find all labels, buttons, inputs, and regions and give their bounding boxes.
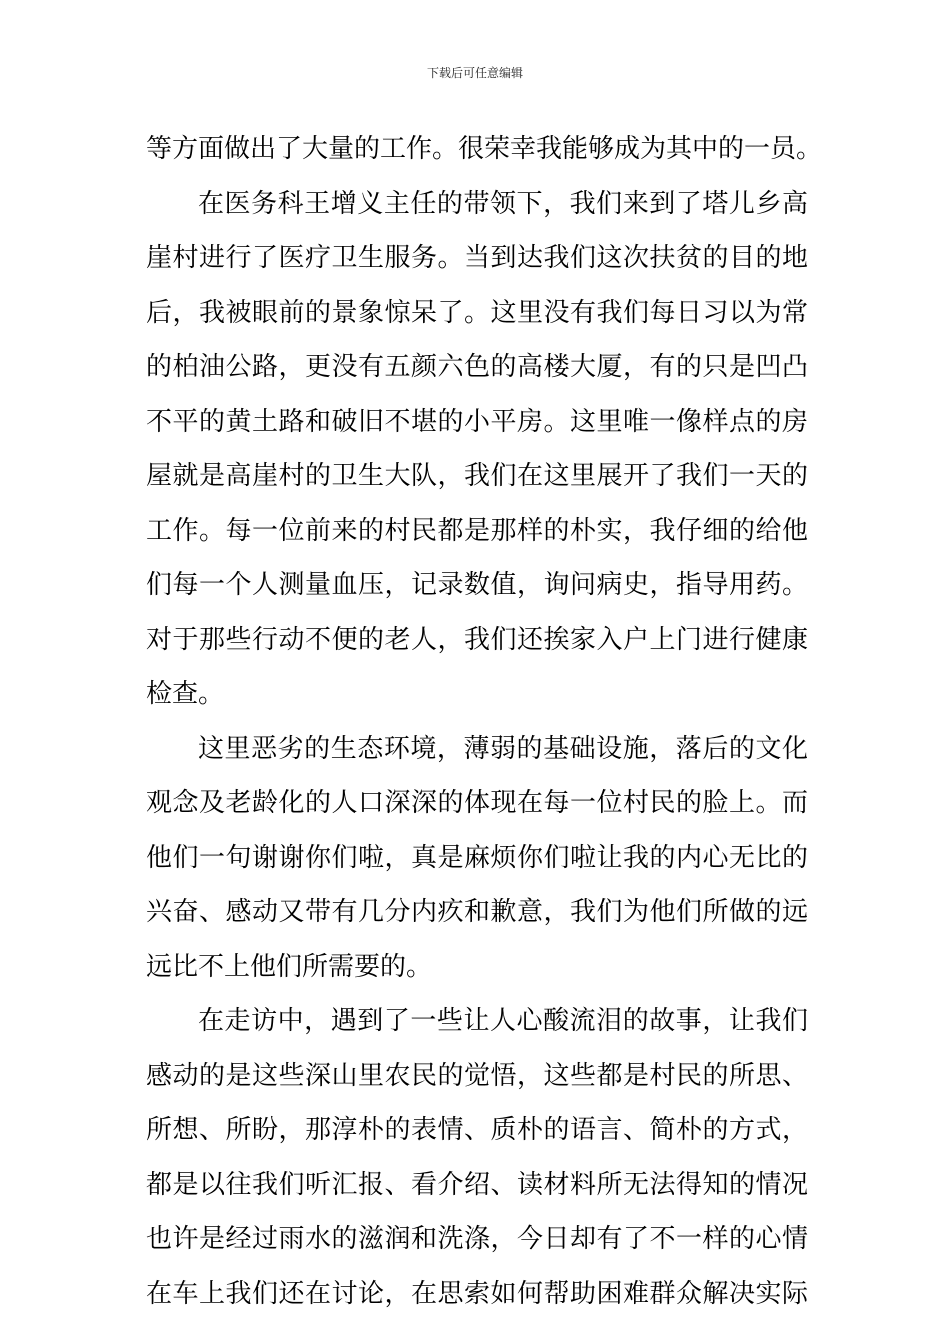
text-line: 在走访中，遇到了一些让人心酸流泪的故事，让我们 xyxy=(198,1006,808,1036)
text-line: 兴奋、感动又带有几分内疚和歉意，我们为他们所做的远 xyxy=(146,897,808,927)
text-line: 也许是经过雨水的滋润和洗涤，今日却有了不一样的心情 xyxy=(146,1224,808,1254)
text-line: 观念及老龄化的人口深深的体现在每一位村民的脸上。而 xyxy=(146,788,808,818)
text-line: 们每一个人测量血压，记录数值，询问病史，指导用药。 xyxy=(146,570,808,600)
text-line: 的柏油公路，更没有五颜六色的高楼大厦，有的只是凹凸 xyxy=(146,352,808,382)
text-line: 所想、所盼，那淳朴的表情、质朴的语言、简朴的方式， xyxy=(146,1115,808,1145)
text-line: 工作。每一位前来的村民都是那样的朴实，我仔细的给他 xyxy=(146,515,808,546)
text-line: 他们一句谢谢你们啦，真是麻烦你们啦让我的内心无比的 xyxy=(146,842,808,873)
text-line: 对于那些行动不便的老人，我们还挨家入户上门进行健康 xyxy=(146,624,808,655)
text-line: 远比不上他们所需要的。 xyxy=(146,951,433,982)
text-line: 屋就是高崖村的卫生大队，我们在这里展开了我们一天的 xyxy=(146,461,808,491)
text-line: 感动的是这些深山里农民的觉悟，这些都是村民的所思、 xyxy=(146,1060,808,1091)
text-line: 检查。 xyxy=(146,679,225,709)
text-line: 等方面做出了大量的工作。很荣幸我能够成为其中的一员。 xyxy=(146,134,823,164)
text-line: 崖村进行了医疗卫生服务。当到达我们这次扶贫的目的地 xyxy=(146,243,808,273)
text-line: 这里恶劣的生态环境，薄弱的基础设施，落后的文化 xyxy=(198,733,808,764)
text-line: 在医务科王增义主任的带领下，我们来到了塔儿乡高 xyxy=(198,188,808,219)
text-line: 后，我被眼前的景象惊呆了。这里没有我们每日习以为常 xyxy=(146,297,808,328)
text-line: 不平的黄土路和破旧不堪的小平房。这里唯一像样点的房 xyxy=(146,406,808,437)
page-header: 下载后可任意编辑 xyxy=(426,66,523,80)
text-line: 在车上我们还在讨论，在思索如何帮助困难群众解决实际 xyxy=(146,1278,808,1309)
document-body xyxy=(146,122,823,1321)
text-line: 都是以往我们听汇报、看介绍、读材料所无法得知的情况 xyxy=(146,1169,808,1200)
